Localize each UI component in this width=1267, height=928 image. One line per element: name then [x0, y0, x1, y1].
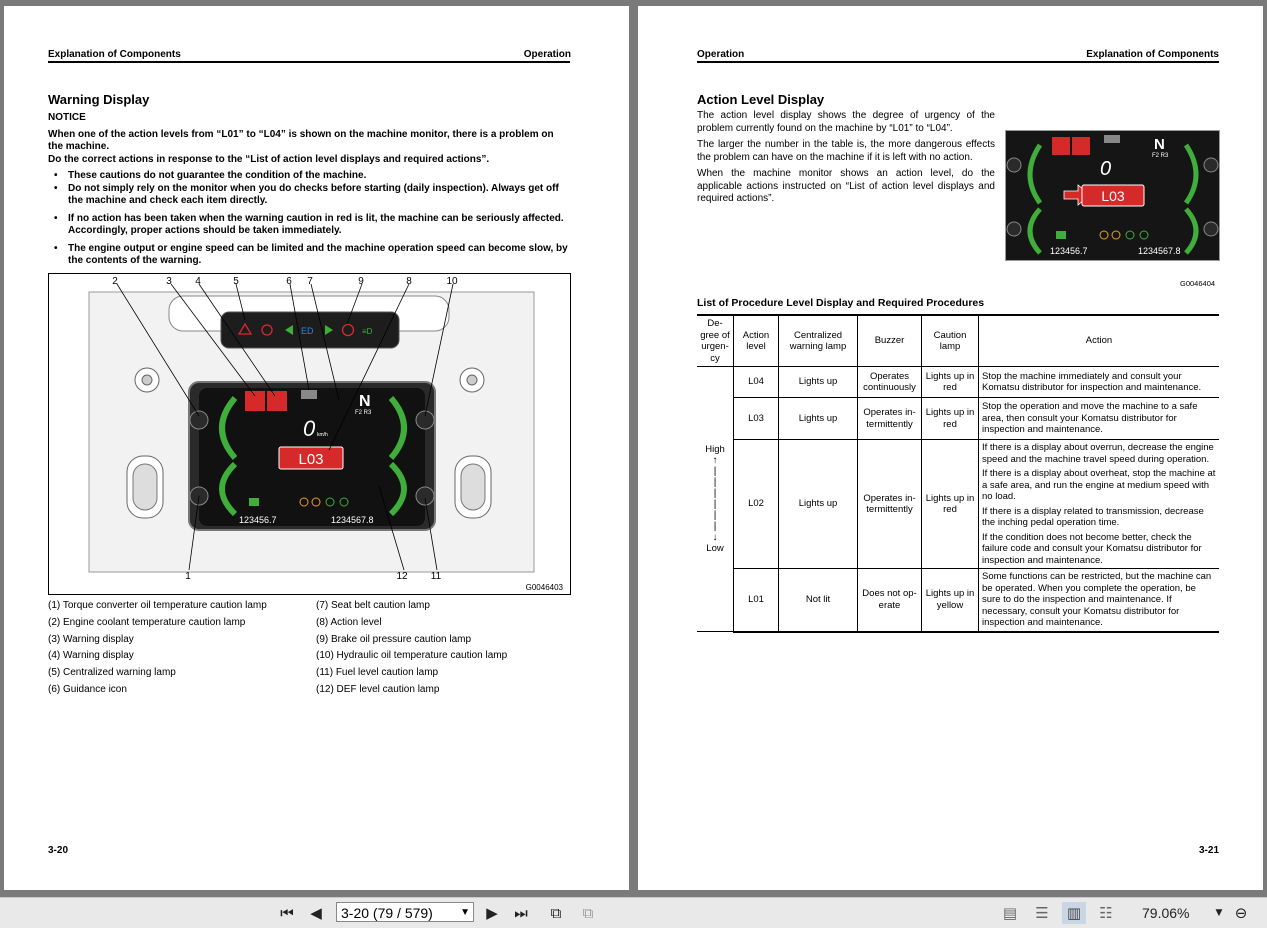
level-cell: L02: [734, 440, 779, 569]
section-title: Action Level Display: [697, 92, 825, 107]
level-cell: L04: [734, 367, 779, 398]
header-right: Operation: [523, 49, 571, 60]
header-right: Explanation of Components: [1086, 49, 1219, 60]
caution-cell: Lights up in yellow: [922, 569, 979, 632]
callout: 11: [430, 571, 442, 582]
action-level-table: [697, 314, 1219, 633]
figure-code: G0046404: [1180, 279, 1216, 288]
odometer: 1234567.8: [1138, 246, 1181, 256]
buzzer-cell: Operates continuously: [858, 367, 922, 398]
action-cell: Stop the operation and move the machine to a safe area, then consult your Komatsu distributor for inspection and maintenance.: [979, 398, 1220, 440]
notice-para-2: Do the correct actions in response to the “List of action level displays and required actions”.: [48, 153, 490, 165]
continuous-view-icon[interactable]: ☰: [1035, 904, 1049, 922]
lamp-cell: Lights up: [779, 398, 858, 440]
monitor-illustration: [1006, 131, 1219, 260]
first-page-icon[interactable]: ⏮: [280, 904, 294, 922]
buzzer-cell: Operates in-termittently: [858, 440, 922, 569]
zoom-level[interactable]: 79.06%: [1142, 905, 1190, 921]
urgency-high-label: High: [705, 443, 725, 455]
legend-item: (4) Warning display: [48, 650, 134, 662]
last-page-icon[interactable]: ⏭: [514, 904, 528, 922]
zoom-dropdown-icon[interactable]: ▼: [1215, 908, 1223, 918]
callout: 2: [112, 276, 118, 287]
gear-indicator: N: [359, 393, 371, 410]
level-cell: L03: [734, 398, 779, 440]
page-number: 3-20: [48, 845, 69, 856]
legend-item: (8) Action level: [316, 616, 382, 628]
action-cell: Some functions can be restricted, but the machine can be operated. When you complete the operation, be sure to do the inspection and maintenance. If necessary, consult your Komatsu distributor for inspection and maintenance.: [979, 569, 1220, 632]
bullet-item: • These cautions do not guarantee the condition of the machine.: [48, 170, 570, 183]
lamp-cell: Lights up: [779, 367, 858, 398]
legend-item: (5) Centralized warning lamp: [48, 667, 176, 679]
callout: 10: [446, 276, 458, 287]
odometer: 1234567.8: [331, 515, 374, 525]
action-cell: If there is a display about overrun, decrease the engine speed and the machine travel speed during operation. If there is a display about overheat, stop the machine at a safe area, and run the engine at medium speed with no load. If there is a display related to transmission, decrease the inching pedal operation time. If the condition does not become better, check the failure code and consult your Komatsu distributor for inspection and maintenance.: [979, 440, 1220, 569]
section-title: Warning Display: [48, 92, 150, 107]
caution-cell: Lights up in red: [922, 367, 979, 398]
speed-readout: 0: [303, 416, 316, 441]
callout: 9: [358, 276, 364, 287]
callout: 3: [166, 276, 172, 287]
previous-page-icon[interactable]: ◀: [310, 904, 322, 922]
notice-block: [48, 112, 570, 273]
header-rule: [697, 61, 1219, 63]
urgency-cell: [697, 367, 734, 632]
monitor-figure: [48, 273, 571, 595]
buzzer-cell: Operates in-termittently: [858, 398, 922, 440]
table-header-row: [697, 315, 1219, 367]
callout: 7: [307, 276, 313, 287]
intro-text: [697, 110, 995, 206]
callout: 1: [185, 571, 191, 582]
intro-para-2: The larger the number in the table is, the more dangerous effects the problem can have on the machine if it is left with no action.: [697, 139, 995, 163]
legend-item: (10) Hydraulic oil temperature caution lamp: [316, 650, 508, 662]
table-row: [697, 367, 1219, 398]
monitor-illustration: [49, 274, 570, 594]
page-number-field[interactable]: [336, 902, 474, 922]
intro-para-1: The action level display shows the degree of urgency of the problem currently found on the machine by “L01” to “L04”.: [697, 110, 995, 134]
table-row: [697, 398, 1219, 440]
notice-bullets: [48, 170, 570, 268]
callout: 4: [195, 276, 201, 287]
buzzer-cell: Does not op-erate: [858, 569, 922, 632]
go-back-icon[interactable]: ⧉: [550, 904, 562, 922]
legend-item: (6) Guidance icon: [48, 683, 127, 695]
table-row: [697, 569, 1219, 632]
zoom-out-icon[interactable]: ⊖: [1234, 904, 1248, 922]
figure-code: G0046403: [525, 583, 563, 592]
gear-sub-indicator: F2 R3: [1152, 153, 1169, 159]
col-header: Buzzer: [858, 315, 922, 367]
legend-item: (11) Fuel level caution lamp: [316, 667, 439, 679]
speed-readout: 0: [1100, 158, 1112, 180]
urgency-arrow-icon: ↑ | | | | | | ↓: [712, 455, 718, 543]
col-header: Action: [979, 315, 1220, 367]
level-cell: L01: [734, 569, 779, 632]
legend-item: (7) Seat belt caution lamp: [316, 600, 430, 611]
legend-right: [316, 598, 507, 699]
hour-meter: 123456.7: [239, 515, 277, 525]
callout: 5: [233, 276, 239, 287]
caution-cell: Lights up in red: [922, 398, 979, 440]
callout: 6: [286, 276, 292, 287]
page-number-value: 3-20 (79 / 579): [341, 905, 433, 921]
svg-text:ED: ED: [301, 326, 314, 336]
bullet-item: • If no action has been taken when the warning caution in red is lit, the machine can be seriously affected. Accordingly, proper actions should be taken immediately.: [48, 213, 570, 238]
viewer-toolbar: [0, 897, 1267, 928]
col-header: De-gree of urgen-cy: [697, 315, 734, 367]
notice-para-1: When one of the action levels from “L01” to “L04” is shown on the machine monitor, there is a problem on the machine.: [48, 128, 554, 152]
bullet-item: • The engine output or engine speed can be limited and the machine operation speed can become slow, by the contents of the warning.: [48, 243, 570, 268]
right-page: [638, 6, 1263, 890]
lamp-cell: Lights up: [779, 440, 858, 569]
left-page: [4, 6, 629, 890]
go-forward-icon[interactable]: ⧉: [582, 904, 594, 922]
intro-para-3: When the machine monitor shows an action level, do the applicable actions instructed on “List of action level displays and required actions”.: [697, 168, 995, 204]
table-title: List of Procedure Level Display and Required Procedures: [697, 297, 985, 309]
table-row: [697, 440, 1219, 569]
svg-text:≡D: ≡D: [362, 327, 373, 336]
two-page-continuous-view-icon[interactable]: ☷: [1099, 904, 1113, 922]
bullet-item-continuation: • Do not simply rely on the monitor when you do checks before starting (daily inspection). Always get off the machine and check each item directly.: [48, 183, 570, 208]
header-left: Operation: [697, 49, 745, 60]
next-page-icon[interactable]: ▶: [486, 904, 498, 922]
action-cell: Stop the machine immediately and consult your Komatsu distributor for inspection and maintenance.: [979, 367, 1220, 398]
chevron-down-icon[interactable]: ▼: [460, 907, 470, 918]
lamp-cell: Not lit: [779, 569, 858, 632]
action-level-display: L03: [1101, 188, 1125, 204]
header-left: Explanation of Components: [48, 49, 181, 60]
col-header: Action level: [734, 315, 779, 367]
col-header: Caution lamp: [922, 315, 979, 367]
legend-item: (3) Warning display: [48, 633, 134, 645]
action-level-display: L03: [298, 451, 324, 468]
legend-item: (2) Engine coolant temperature caution lamp: [48, 616, 246, 628]
caution-cell: Lights up in red: [922, 440, 979, 569]
callout: 12: [396, 571, 408, 582]
gear-sub-indicator: F2 R3: [355, 410, 372, 416]
legend-item: (9) Brake oil pressure caution lamp: [316, 633, 472, 645]
callout: 8: [406, 276, 412, 287]
notice-label: NOTICE: [48, 112, 86, 123]
two-page-view-icon[interactable]: ▥: [1062, 902, 1086, 924]
header-rule: [48, 61, 570, 63]
single-page-view-icon[interactable]: ▤: [1002, 904, 1018, 922]
legend-item: (1) Torque converter oil temperature caution lamp: [48, 600, 267, 611]
action-level-monitor-image: [1005, 130, 1220, 261]
urgency-low-label: Low: [706, 543, 724, 554]
legend-item: (12) DEF level caution lamp: [316, 683, 440, 695]
col-header: Centralized warning lamp: [779, 315, 858, 367]
speed-unit: km/h: [317, 432, 328, 438]
legend-left: [48, 598, 267, 699]
gear-indicator: N: [1154, 136, 1165, 153]
hour-meter: 123456.7: [1050, 246, 1088, 256]
page-number: 3-21: [1198, 845, 1219, 856]
